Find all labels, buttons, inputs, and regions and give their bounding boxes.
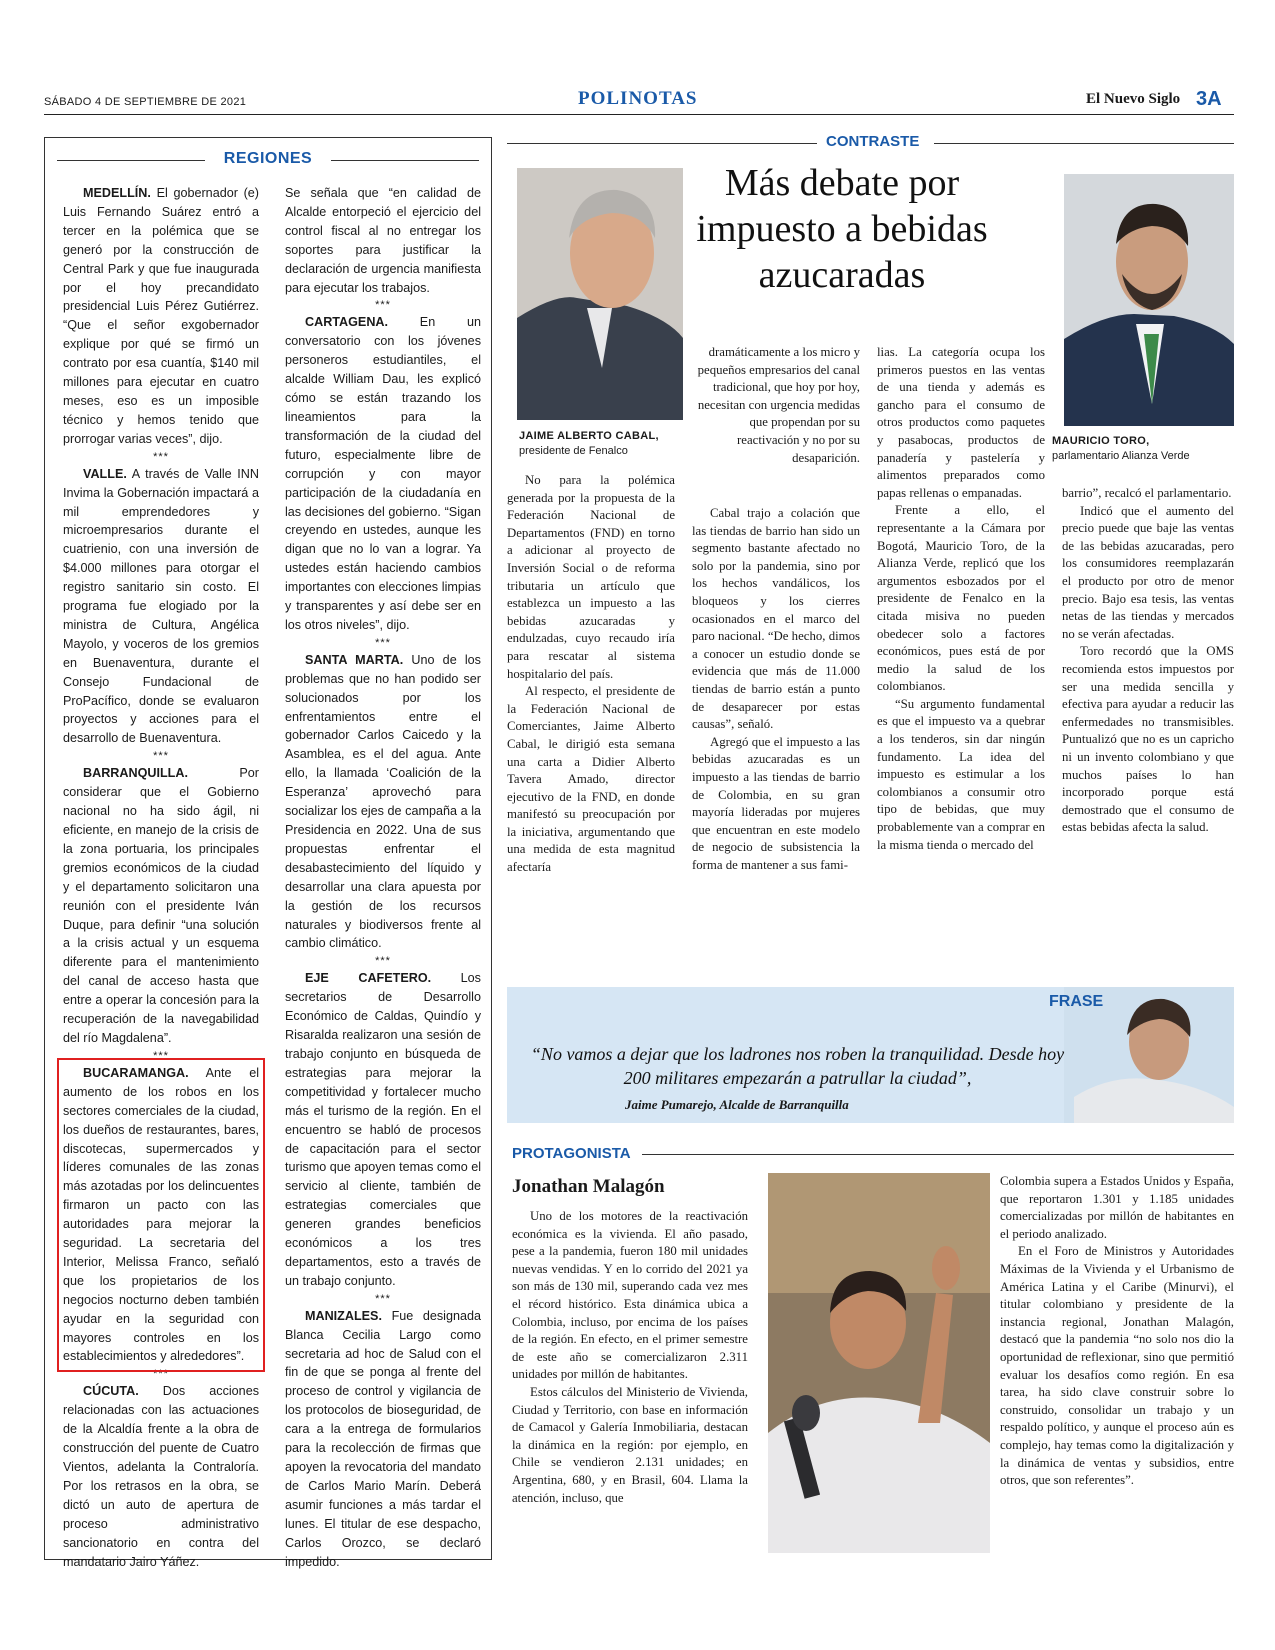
protagonista-label: PROTAGONISTA <box>512 1145 631 1162</box>
region-brief <box>63 184 259 449</box>
item-separator: *** <box>153 450 169 463</box>
article-paragraph: Estos cálculos del Ministerio de Vivienda, Ciudad y Territorio, con base en información de Camacol y Galería Inmobiliaria, destacan la dinámica en la región: por ejemplo, en Chile se vendieron 2.131 unidades; en Argentina, 680, y en Brasil, 604. Llama la atención, incluso, que <box>512 1384 748 1505</box>
section-title: POLINOTAS <box>578 88 698 109</box>
article-headline: Más debate por impuesto a bebidas azucaradas <box>696 162 988 296</box>
item-separator: *** <box>153 1049 169 1062</box>
photo-jaime-cabal <box>517 168 683 420</box>
frase-quote: “No vamos a dejar que los ladrones nos roben la tranquilidad. Desde hoy 200 militares empezarán a patrullar la ciudad”, <box>530 1044 1065 1088</box>
brief-text: Se señala que “en calidad de Alcalde entorpeció el ejercicio del control fiscal al no entregar los soportes para justificar la declaración de urgencia manifiesta para ejecutar los trabajos. <box>285 186 481 295</box>
brief-lead: MANIZALES. <box>305 1308 382 1323</box>
frase-label: FRASE <box>1049 993 1104 1010</box>
article-paragraph: Cabal trajo a colación que las tiendas de barrio han sido un segmento bastante afectado no solo por la pandemia, sino por los hechos vandálicos, los bloqueos y los cierres ocasionados en el marco del paro nacional. “De hecho, dimos a conocer un estudio donde se evidencia que más de 11.000 tiendas de barrio están a punto de desaparecer por estas causas”, señaló. <box>692 506 860 732</box>
contraste-column-2 <box>692 505 860 874</box>
article-paragraph: No para la polémica generada por la propuesta de la Federación Nacional de Departamentos (FND) en torno a adicionar al proyecto de Inversión Social o de reforma tributaria un artículo que establezca un impuesto a las bebidas azucaradas y endulzadas, cuyo recaudo iría para rescatar al sistema hospitalario del país. <box>507 473 675 681</box>
region-brief <box>63 1382 259 1571</box>
frase-author: Jaime Pumarejo, Alcalde de Barranquilla <box>625 1097 849 1112</box>
brief-lead: VALLE. <box>83 466 127 481</box>
brief-text: Uno de los problemas que no han podido ser solucionados por los enfrentamientos entre el gobernador Carlos Caicedo y la Asamblea, es el del agua. Ante ello, la llamada ‘Coalición de la Esperanza’ aprovechó para socializar los ejes de campaña a la Presidencia en 2022. Una de sus propuestas enfrentar el desabastecimiento del líquido y desarrollar una clara apuesta por la gestión de los recursos naturales y biodiversos frente al cambio climático. <box>285 652 481 951</box>
page-number: 3A <box>1196 88 1222 110</box>
article-paragraph: Al respecto, el presidente de la Federación Nacional de Comerciantes, Jaime Alberto Cabal, le dirigió esta semana una carta a Didier Alberto Tavera Amado, director ejecutivo de la FND, en donde manifestó su preocupación por la iniciativa, argumentando que una medida de esta magnitud afectaría <box>507 684 675 875</box>
brief-lead: CARTAGENA. <box>305 315 389 330</box>
brief-text: A través de Valle INN Invima la Gobernación impactará a mil emprendedores y microempresarios durante el cuatrienio, con una inversión de $4.000 millones para otorgar el registro sanitario sin costo. El programa fue elogiado por la ministra de Cultura, Angélica Mayolo, y voceros de los gremios en Buenaventura, durante el Consejo Fundacional de ProPacífico, donde se evaluaron proyectos y acciones para el desarrollo de Buenaventura. <box>63 466 259 746</box>
brief-lead: BARRANQUILLA. <box>83 766 188 781</box>
item-separator: *** <box>153 1368 169 1381</box>
region-brief <box>63 465 259 749</box>
brief-text: Fue designada Blanca Cecilia Largo como secretaria ad hoc de Salud con el fin de que se ponga al frente del proceso de control y vigilancia de los protocolos de bioseguridad, de cara a la entrega de formularios para la recolección de firmas que apoyen la revocatoria del mandato de Carlos Mario Marín. Deberá asumir funciones a más tardar el lunes. El titular de ese despacho, Carlos Orozco, se declaró impedido. <box>285 1308 481 1569</box>
brief-lead: EJE CAFETERO. <box>305 971 432 986</box>
contraste-column-2-top <box>692 344 860 467</box>
article-paragraph: Colombia supera a Estados Unidos y España, que reportaron 1.301 y 1.185 unidades comercializadas por millón de habitantes en el periodo analizado. <box>1000 1174 1234 1241</box>
article-paragraph: Agregó que el impuesto a las bebidas azucaradas es un impuesto a las tiendas de barrio de Colombia, en su gran mayoría lideradas por mujeres que encuentran en este modelo de negocio de subsistencia la forma de mantener a sus fami- <box>692 734 860 872</box>
title-rule-left <box>57 160 205 161</box>
caption-mauricio-toro: MAURICIO TORO, parlamentario Alianza Verde <box>1052 435 1190 462</box>
item-separator: *** <box>375 1292 391 1305</box>
regiones-box <box>44 137 492 1569</box>
item-separator: *** <box>153 750 169 763</box>
article-paragraph: dramáticamente a los micro y pequeños empresarios del canal tradicional, que hoy por hoy, necesitan con urgencia medidas que propendan por su reactivación y no por su desaparición. <box>697 345 860 465</box>
regiones-left-column <box>63 184 259 1571</box>
header-rule <box>44 114 1234 115</box>
protagonista-rule <box>642 1154 1234 1155</box>
item-separator: *** <box>375 955 391 968</box>
item-separator: *** <box>375 299 391 312</box>
brief-text: Por considerar que el Gobierno nacional no ha sido ágil, ni eficiente, en manejo de la crisis de la zona portuaria, los principales gremios económicos de la ciudad y el departamento solicitaron una reunión con el presidente Iván Duque, para definir “una solución a la crisis actual y un esquema diferente para el mantenimiento del canal de acceso hasta que entre a operar la concesión para la recuperación de la navegabilidad del río Magdalena”. <box>63 766 259 1045</box>
item-separator: *** <box>375 636 391 649</box>
region-brief <box>285 184 481 297</box>
brief-lead: CÚCUTA. <box>83 1384 139 1399</box>
article-paragraph: Toro recordó que la OMS recomienda estos impuestos por ser una medida sencilla y efectiva para ayudar a reducir las enfermedades no transmisibles. Puntualizó que no es un capricho ni un invento colombiano y que muchos países lo han incorporado porque está demostrado que el consumo de estas bebidas afecta la salud. <box>1062 644 1234 835</box>
newspaper-name: El Nuevo Siglo <box>1086 91 1181 107</box>
article-paragraph: barrio”, recalcó el parlamentario. <box>1062 486 1232 500</box>
contraste-label: CONTRASTE <box>826 133 920 150</box>
region-brief <box>63 1064 259 1367</box>
article-paragraph: En el Foro de Ministros y Autoridades Máximas de la Vivienda y el Urbanismo de América Latina y el Caribe (Minurvi), el titular colombiano y presidente de la instancia regional, Jonathan Malagón, destacó que la pandemia “no solo nos dio la oportunidad de reflexionar, sino que permitió evaluar los desafíos como región. En esa tarea, ha sido clave construir sobre lo construido, consolidar un trabajo y un respaldo político, y aunque el proceso aún es complejo, hay temas como la digitalización y la dinámica de ventas y subsidios, entre otros, que son referentes”. <box>1000 1244 1234 1488</box>
regiones-right-column <box>285 184 481 1571</box>
article-paragraph: “Su argumento fundamental es que el impuesto va a quebrar a los tenderos, sin dar ningún fundamento. La idea del impuesto es estimular a los colombianos a consumir otro tipo de bebidas, que muy probablemente van a comprar en la misma tienda o mercado del <box>877 696 1045 852</box>
caption-jaime-cabal: JAIME ALBERTO CABAL, presidente de Fenalco <box>519 430 659 457</box>
contraste-column-4 <box>1062 485 1234 837</box>
brief-lead: SANTA MARTA. <box>305 652 404 667</box>
issue-date: SÁBADO 4 DE SEPTIEMBRE DE 2021 <box>44 96 247 108</box>
contraste-column-3 <box>877 344 1045 854</box>
brief-lead: BUCARAMANGA. <box>83 1065 189 1080</box>
contraste-rule-right <box>934 143 1234 144</box>
brief-text: Dos acciones relacionadas con las actuaciones de la Alcaldía frente a la obra de construcción del puente de Cuatro Vientos, adelanta la Contraloría. Por los retrasos en la obra, se dictó un auto de apertura de proceso administrativo sancionatorio en contra del mandatario Jairo Yáñez. <box>63 1384 259 1569</box>
contraste-rule-left <box>507 143 817 144</box>
regiones-title: REGIONES <box>45 150 491 168</box>
photo-mauricio-toro <box>1064 174 1234 426</box>
region-brief <box>285 1307 481 1572</box>
photo-jonathan-malagon <box>768 1173 990 1553</box>
contraste-column-1 <box>507 472 675 877</box>
region-brief <box>63 764 259 1048</box>
title-rule-right <box>331 160 479 161</box>
region-brief <box>285 969 481 1290</box>
article-paragraph: Frente a ello, el representante a la Cámara por Bogotá, Mauricio Toro, de la Alianza Verde, replicó que los argumentos esbozados por el presidente de Fenalco en la citada misiva no pueden obedecer solo a factores económicos, pues está de por medio la salud de los colombianos. <box>877 503 1045 694</box>
brief-text: El gobernador (e) Luis Fernando Suárez entró a tercer en la polémica que se generó por la construcción de Central Park y que fue inaugurada por el hoy precandidato presidencial Luis Pérez Gutiérrez. “Que el señor exgobernador explique por qué se firmó un contrato por esa cuantía, $140 mil millones para ejecutar en cuatro meses, eso es un imposible técnico y hemos tenido que prorrogar varias veces”, dijo. <box>63 186 259 446</box>
protagonista-column-2 <box>1000 1173 1234 1490</box>
article-paragraph: Uno de los motores de la reactivación económica es la vivienda. El año pasado, pese a la pandemia, fueron 180 mil unidades nuevas vendidas. Y en lo corrido del 2021 ya son más de 130 mil, superando cada vez mes el récord histórico. Esta dinámica ubica a Colombia, incluso, por encima de los países de la región. En efecto, en el primer semestre de este año se comercializaron 2.311 unidades por millón de habitantes. <box>512 1209 748 1382</box>
brief-text: Los secretarios de Desarrollo Económico de Caldas, Quindío y Risaralda realizaron una sesión de trabajo conjunto en búsqueda de estrategias para mejorar la competitividad y fortalecer mucho más el turismo de la región. En el encuentro se habló de procesos de capacitación para el sector turismo que apoyen temas como el servicio al cliente, también de estrategias comerciales que generen grandes beneficios económicos a los tres departamentos, esto a través de un trabajo conjunto. <box>285 971 482 1288</box>
brief-text: Ante el aumento de los robos en los sectores comerciales de la ciudad, los dueños de restaurantes, bares, discotecas, supermercados y líderes comunales de las zonas más azotadas por los delincuentes firmaron un pacto con las autoridades para mejorar la seguridad. La secretaria del Interior, Melissa Franco, señaló que los propietarios de los negocios nocturno deben también ayudar en la seguridad con mayores controles en los establecimientos y alrededores”. <box>63 1065 259 1364</box>
protagonista-name: Jonathan Malagón <box>512 1176 665 1197</box>
protagonista-column-1 <box>512 1208 748 1507</box>
region-brief <box>285 313 481 634</box>
article-paragraph: lias. La categoría ocupa los primeros puestos en las ventas de una tienda y además es gancho para el consumo de otros productos como paquetes y pasabocas, productos de panadería y pastelería y alimentos preparados como papas rellenas o empanadas. <box>877 345 1045 500</box>
brief-text: En un conversatorio con los jóvenes personeros estudiantiles, el alcalde William Dau, les explicó cómo se están trazando los lineamientos para la transformación de la ciudad del futuro, especialmente libre de corrupción y con mayor participación de la ciudadanía en las decisiones del gobierno. “Sigan creyendo en ustedes, aunque les digan que no lo van a lograr. Ya ustedes están haciendo cambios importantes con elecciones limpias y transparentes y así debe ser en los otros niveles”, dijo. <box>285 315 481 632</box>
brief-lead: MEDELLÍN. <box>83 186 151 200</box>
article-paragraph: Indicó que el aumento del precio puede que baje las ventas de las bebidas azucaradas, pero los consumidores reemplazarán el producto por otro de menor precio. Bajo esa tesis, las ventas netas de las tiendas y mercados no se verán afectadas. <box>1062 503 1234 641</box>
region-brief <box>285 651 481 954</box>
